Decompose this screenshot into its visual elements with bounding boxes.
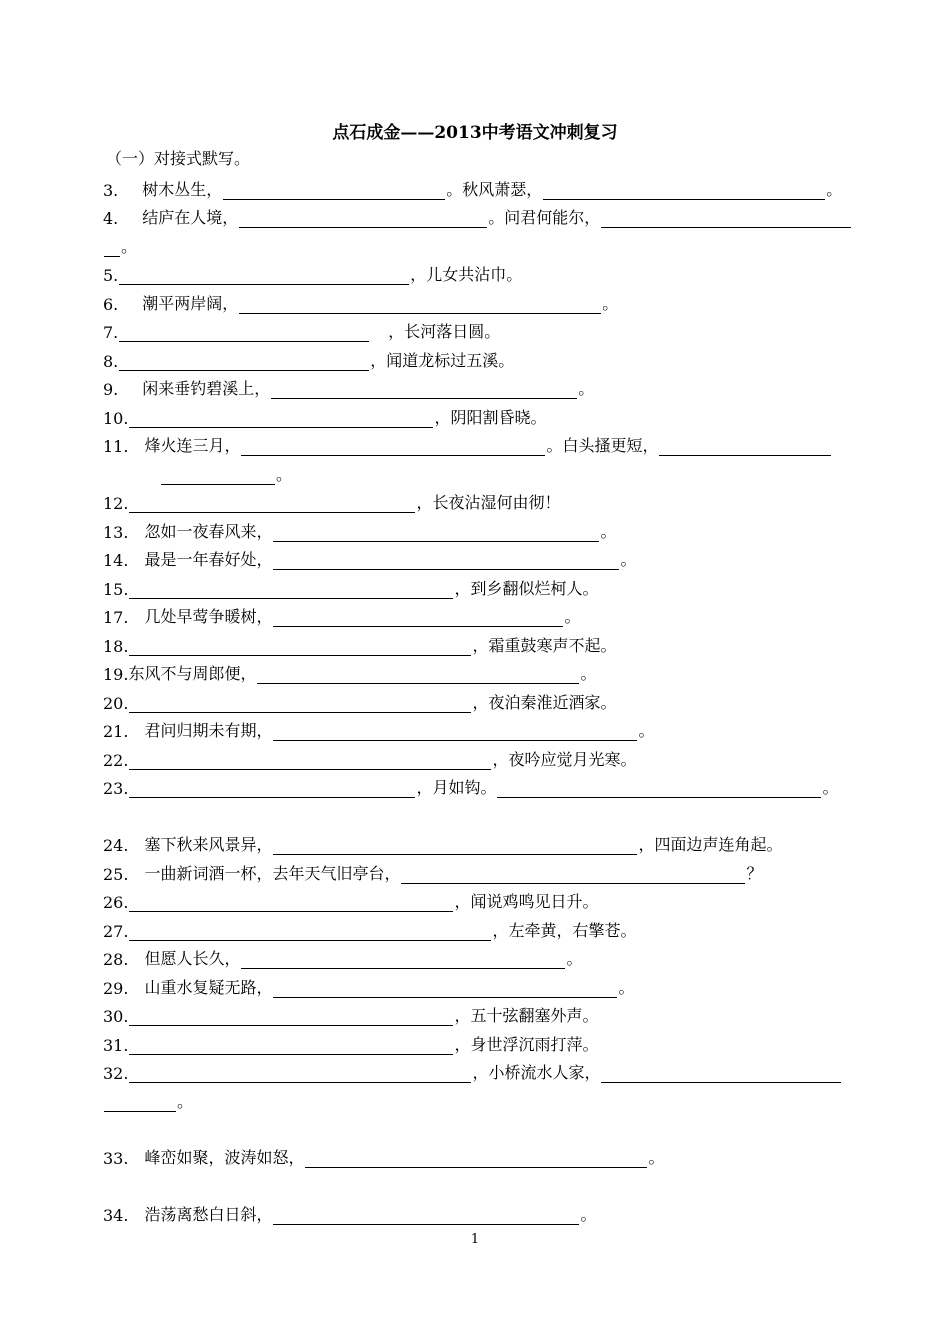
item-number: 31. [103, 1036, 129, 1055]
section-heading: （一）对接式默写。 [106, 149, 251, 168]
list-item [103, 945, 582, 969]
answer-blank[interactable] [129, 409, 433, 428]
item-number: 12. [103, 494, 129, 513]
list-item [103, 1031, 598, 1055]
page-number: 1 [470, 1232, 480, 1247]
item-text: ，长夜沾湿何由彻！ [416, 493, 561, 512]
item-text: ，儿女共沾巾。 [410, 265, 523, 284]
answer-blank[interactable] [257, 665, 579, 684]
item-number: 22. [103, 751, 129, 770]
list-item-continuation [103, 233, 137, 257]
item-text: 最是一年春好处， [144, 550, 273, 569]
list-item [103, 860, 762, 884]
answer-blank[interactable] [241, 437, 545, 456]
list-item [103, 632, 616, 656]
item-text: 。 [826, 180, 843, 199]
item-number: 26. [103, 893, 129, 912]
item-text: 。 [638, 721, 655, 740]
item-text: 。问君何能尔， [488, 208, 601, 227]
item-number: 13. [103, 523, 129, 542]
item-text: 。 [580, 664, 597, 683]
item-number: 10. [103, 409, 129, 428]
answer-blank[interactable] [119, 352, 369, 371]
list-item [103, 546, 636, 570]
list-item [103, 974, 634, 998]
item-number: 28. [103, 950, 129, 969]
item-text: 东风不与周郎便， [128, 664, 257, 683]
list-item [103, 176, 842, 200]
list-item [103, 831, 782, 855]
item-text: 。秋风萧瑟， [446, 180, 543, 199]
item-text: ？ [746, 864, 763, 883]
item-text: 。 [600, 522, 617, 541]
item-number: 19. [103, 665, 129, 684]
answer-blank[interactable] [271, 380, 577, 399]
item-text: 。 [618, 978, 635, 997]
item-text: 浩荡离愁白日斜， [144, 1205, 273, 1224]
item-number: 17. [103, 608, 129, 627]
answer-blank[interactable] [119, 266, 409, 285]
item-text: 几处早莺争暖树， [144, 607, 273, 626]
item-text: 塞下秋来风景异， [144, 835, 273, 854]
item-text: ，长河落日圆。 [388, 322, 501, 341]
answer-blank[interactable] [129, 494, 415, 513]
item-text: ，月如钩。 [416, 778, 497, 797]
item-text: 。 [564, 607, 581, 626]
list-item [103, 746, 636, 770]
item-number: 6. [103, 295, 119, 314]
item-text: 。 [580, 1205, 597, 1224]
item-number: 14. [103, 551, 129, 570]
item-text: ，夜泊秦淮近酒家。 [472, 693, 617, 712]
item-text: 峰峦如聚，波涛如怒， [144, 1148, 305, 1167]
answer-blank[interactable] [659, 437, 831, 456]
answer-blank[interactable] [601, 209, 851, 228]
item-text: 。 [177, 1092, 194, 1111]
list-item [103, 518, 616, 542]
item-text: ，闻说鸡鸣见日升。 [454, 892, 599, 911]
item-text: 。 [620, 550, 637, 569]
item-text: 。 [648, 1148, 665, 1167]
item-number: 34. [103, 1206, 129, 1225]
answer-blank[interactable] [273, 722, 637, 741]
item-number: 20. [103, 694, 129, 713]
answer-blank[interactable] [129, 1064, 471, 1083]
answer-blank[interactable] [241, 950, 565, 969]
item-text: ，小桥流水人家， [472, 1063, 601, 1082]
answer-blank[interactable] [273, 608, 563, 627]
answer-blank[interactable] [129, 893, 453, 912]
item-number: 7. [103, 323, 119, 342]
item-text: 烽火连三月， [144, 436, 241, 455]
answer-blank[interactable] [239, 209, 487, 228]
item-number: 30. [103, 1007, 129, 1026]
item-text: 。 [578, 379, 595, 398]
list-item [103, 261, 522, 285]
answer-blank[interactable] [129, 922, 491, 941]
item-number: 5. [103, 266, 119, 285]
answer-blank[interactable] [305, 1149, 647, 1168]
answer-blank[interactable] [129, 637, 471, 656]
item-text: ，身世浮沉雨打萍。 [454, 1035, 599, 1054]
item-number: 4. [103, 209, 119, 228]
list-item [103, 1201, 596, 1225]
list-item [103, 404, 546, 428]
answer-blank[interactable] [273, 523, 599, 542]
item-number: 23. [103, 779, 129, 798]
list-item [103, 432, 832, 456]
list-item [103, 375, 594, 399]
answer-blank[interactable] [119, 323, 369, 342]
item-number: 15. [103, 580, 129, 599]
item-number: 32. [103, 1064, 129, 1083]
page-title: 点石成金——2013中考语文冲刺复习 [332, 123, 618, 143]
answer-blank[interactable] [129, 751, 491, 770]
list-item [103, 347, 514, 371]
list-item [103, 774, 838, 798]
item-number: 33. [103, 1149, 129, 1168]
list-item [103, 489, 560, 513]
item-text: 。白头搔更短， [546, 436, 659, 455]
answer-blank[interactable] [129, 580, 453, 599]
item-text: 。 [602, 294, 619, 313]
item-text: ，五十弦翻塞外声。 [454, 1006, 599, 1025]
item-number: 3. [103, 181, 119, 200]
answer-blank[interactable] [273, 836, 637, 855]
list-item [103, 917, 636, 941]
item-text: 。 [566, 949, 583, 968]
answer-blank[interactable] [497, 779, 821, 798]
answer-blank[interactable] [273, 551, 619, 570]
list-item-continuation [103, 1088, 193, 1112]
item-text: 潮平两岸阔， [142, 294, 239, 313]
item-text: 树木丛生， [142, 180, 223, 199]
item-text: 。 [276, 465, 293, 484]
item-number: 29. [103, 979, 129, 998]
item-text: 。 [121, 237, 138, 256]
item-text: 结庐在人境， [142, 208, 239, 227]
item-text: 君问归期未有期， [144, 721, 273, 740]
item-number: 18. [103, 637, 129, 656]
list-item [103, 575, 598, 599]
answer-blank[interactable] [273, 1206, 579, 1225]
item-number: 25. [103, 865, 129, 884]
answer-blank[interactable] [223, 181, 445, 200]
item-text: 一曲新词酒一杯，去年天气旧亭台， [144, 864, 401, 883]
item-text: 。 [822, 778, 839, 797]
list-item [103, 717, 654, 741]
item-text: ，夜吟应觉月光寒。 [492, 750, 637, 769]
answer-blank[interactable] [129, 779, 415, 798]
list-item [103, 660, 596, 684]
list-item [103, 318, 500, 342]
item-text: 山重水复疑无路， [144, 978, 273, 997]
list-item [103, 290, 618, 314]
answer-blank[interactable] [129, 694, 471, 713]
answer-blank[interactable] [129, 1007, 453, 1026]
item-number: 11. [103, 437, 129, 456]
item-text: ，霜重鼓寒声不起。 [472, 636, 617, 655]
list-item [103, 689, 616, 713]
answer-blank[interactable] [104, 238, 120, 257]
list-item [103, 1144, 664, 1168]
item-text: 闲来垂钓碧溪上， [142, 379, 271, 398]
item-number: 9. [103, 380, 119, 399]
answer-blank[interactable] [161, 466, 275, 485]
list-item [103, 204, 852, 228]
item-number: 21. [103, 722, 129, 741]
list-item [103, 1002, 598, 1026]
answer-blank[interactable] [104, 1093, 176, 1112]
item-number: 24. [103, 836, 129, 855]
item-text: ，到乡翻似烂柯人。 [454, 579, 599, 598]
list-item [103, 1059, 842, 1083]
answer-blank[interactable] [129, 1036, 453, 1055]
answer-blank[interactable] [401, 865, 745, 884]
answer-blank[interactable] [273, 979, 617, 998]
item-text: ，阴阳割昏晓。 [434, 408, 547, 427]
answer-blank[interactable] [543, 181, 825, 200]
item-text: 但愿人长久， [144, 949, 241, 968]
item-text: 忽如一夜春风来， [144, 522, 273, 541]
list-item-continuation [160, 461, 292, 485]
item-text: ，闻道龙标过五溪。 [370, 351, 515, 370]
list-item [103, 603, 580, 627]
item-number: 8. [103, 352, 119, 371]
item-number: 27. [103, 922, 129, 941]
item-text: ，左牵黄，右擎苍。 [492, 921, 637, 940]
list-item [103, 888, 598, 912]
answer-blank[interactable] [239, 295, 601, 314]
item-text: ，四面边声连角起。 [638, 835, 783, 854]
answer-blank[interactable] [601, 1064, 841, 1083]
